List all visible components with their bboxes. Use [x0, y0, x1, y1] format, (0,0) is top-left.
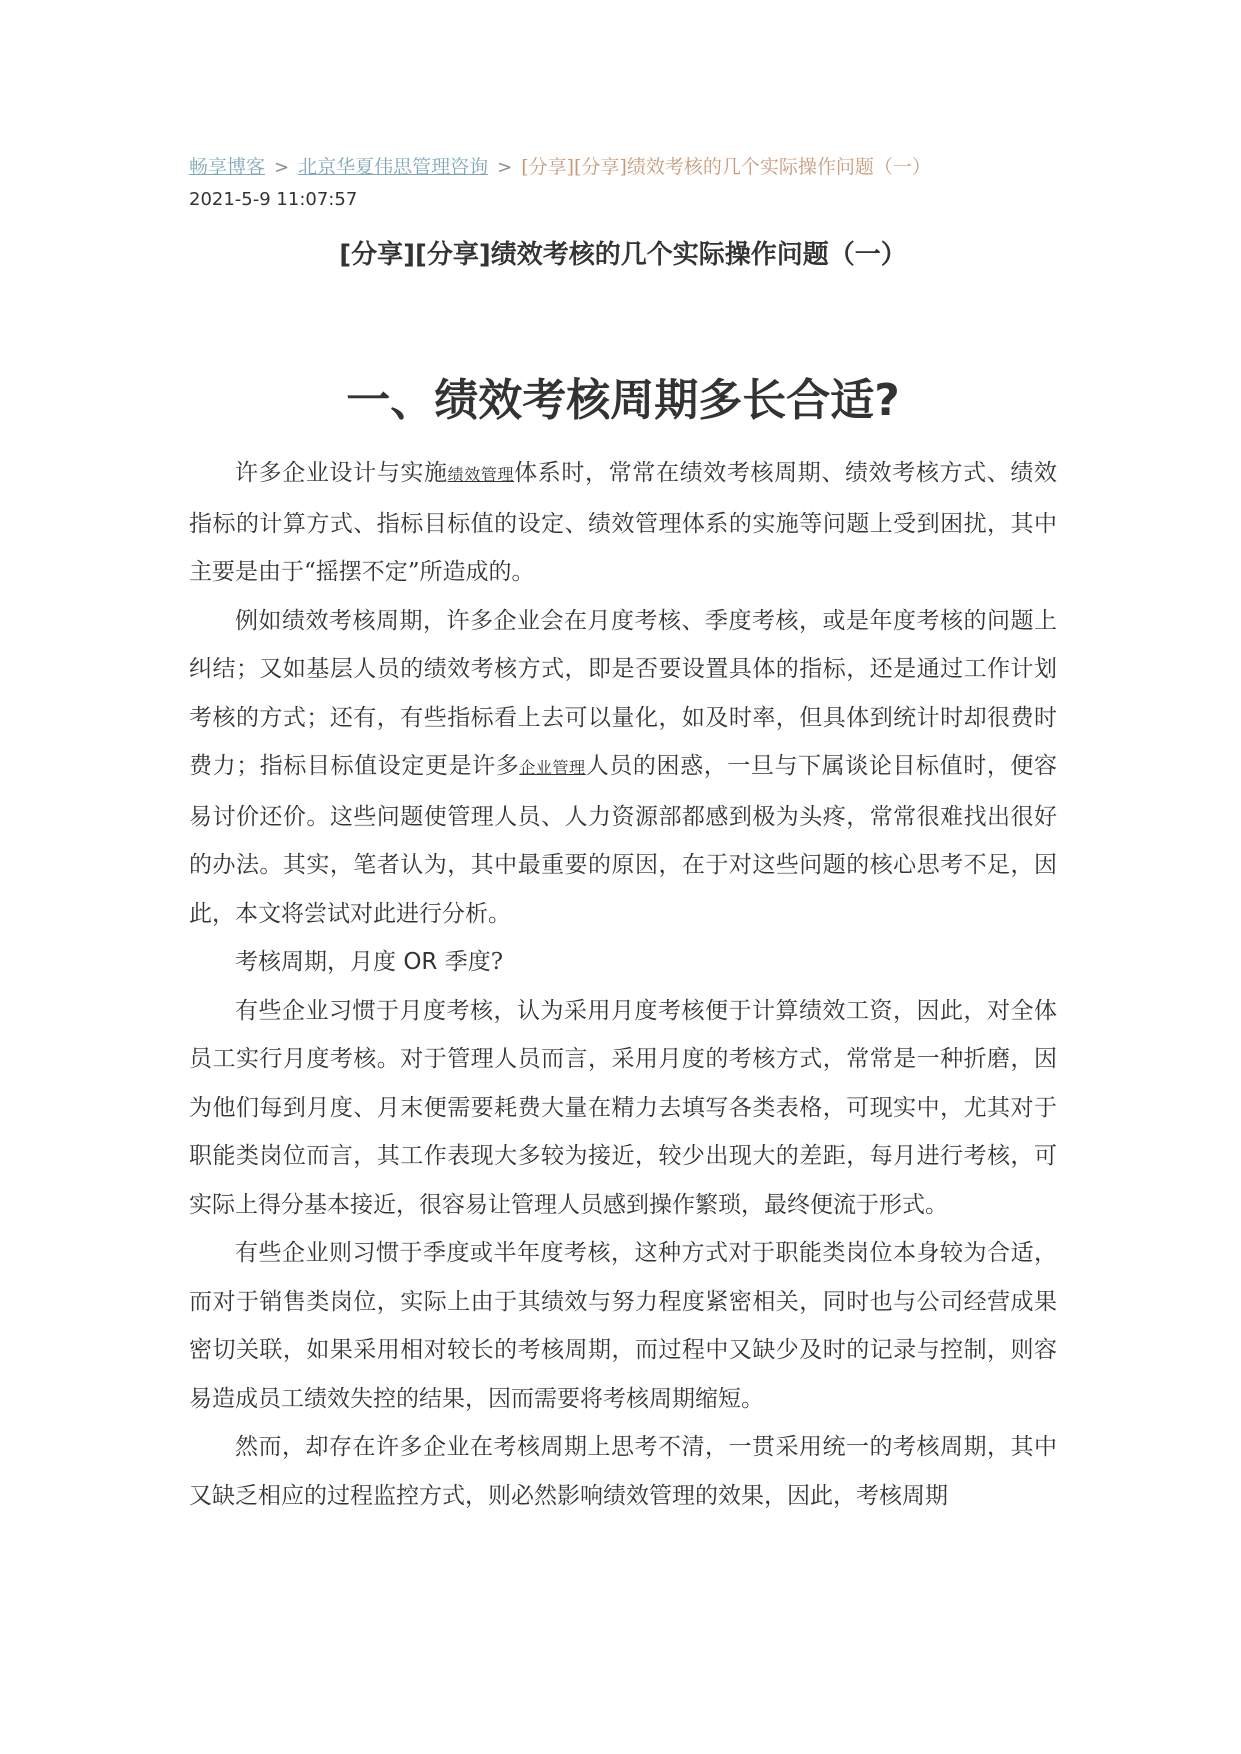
paragraph-text: OR [403, 949, 438, 975]
breadcrumb-separator: > [274, 157, 290, 178]
paragraph-text: 许多企业设计与实施 [235, 460, 448, 486]
article-body [189, 449, 1057, 1520]
paragraph-text: 例如绩效考核周期，许多企业会在月度考核、季度考核，或是年度考核的问题上纠结；又如基层人员的绩效考核方式，即是否要设置具体的指标，还是通过工作计划考核的方式；还有，有些指标看上去可以量化，如及时率，但具体到统计时却很费时费力；指标目标值设定更是许多 [189, 607, 1057, 779]
article-page [189, 150, 1057, 1520]
paragraph-text: 考核周期，月度 [235, 949, 404, 975]
breadcrumb-separator: > [497, 157, 513, 178]
paragraph-2 [189, 597, 1057, 939]
link-performance-management[interactable]: 绩效管理 [447, 465, 515, 484]
paragraph-3 [189, 938, 1057, 987]
paragraph-5: 有些企业则习惯于季度或半年度考核，这种方式对于职能类岗位本身较为合适，而对于销售类岗位，实际上由于其绩效与努力程度紧密相关，同时也与公司经营成果密切关联，如果采用相对较长的考核周期，而过程中又缺少及时的记录与控制，则容易造成员工绩效失控的结果，因而需要将考核周期缩短。 [189, 1240, 1057, 1412]
breadcrumb [189, 150, 1057, 185]
paragraph-text: 季度? [437, 949, 504, 975]
paragraph-1 [189, 449, 1057, 597]
section-heading: 一、绩效考核周期多长合适? [346, 375, 900, 426]
paragraph-6: 然而，却存在许多企业在考核周期上思考不清，一贯采用统一的考核周期，其中又缺乏相应的过程监控方式，则必然影响绩效管理的效果，因此，考核周期 [189, 1434, 1057, 1509]
link-enterprise-management[interactable]: 企业管理 [519, 758, 586, 777]
breadcrumb-current: [分享][分享]绩效考核的几个实际操作问题（一） [521, 156, 931, 178]
paragraph-text: 人员的困惑，一旦与下属谈论目标值时，便容易讨价还价。这些问题使管理人员、人力资源部都感到极为头疼，常常很难找出很好的办法。其实，笔者认为，其中最重要的原因，在于对这些问题的核心思考不足，因此，本文将尝试对此进行分析。 [189, 753, 1058, 927]
paragraph-text: 体系时，常常在绩效考核周期、绩效考核方式、绩效指标的计算方式、指标目标值的设定、绩效管理体系的实施等问题上受到困扰，其中主要是由于“摇摆不定”所造成的。 [189, 460, 1057, 585]
post-title: [分享][分享]绩效考核的几个实际操作问题（一） [339, 240, 907, 270]
breadcrumb-home-link[interactable]: 畅享博客 [189, 156, 266, 178]
paragraph-4: 有些企业习惯于月度考核，认为采用月度考核便于计算绩效工资，因此，对全体员工实行月度考核。对于管理人员而言，采用月度的考核方式，常常是一种折磨，因为他们每到月度、月末便需要耗费大量在精力去填写各类表格，可现实中，尤其对于职能类岗位而言，其工作表现大多较为接近，较少出现大的差距，每月进行考核，可实际上得分基本接近，很容易让管理人员感到操作繁琐，最终便流于形式。 [189, 997, 1057, 1218]
breadcrumb-blog-link[interactable]: 北京华夏伟思管理咨询 [298, 156, 489, 178]
post-timestamp: 2021-5-9 11:07:57 [189, 189, 358, 210]
